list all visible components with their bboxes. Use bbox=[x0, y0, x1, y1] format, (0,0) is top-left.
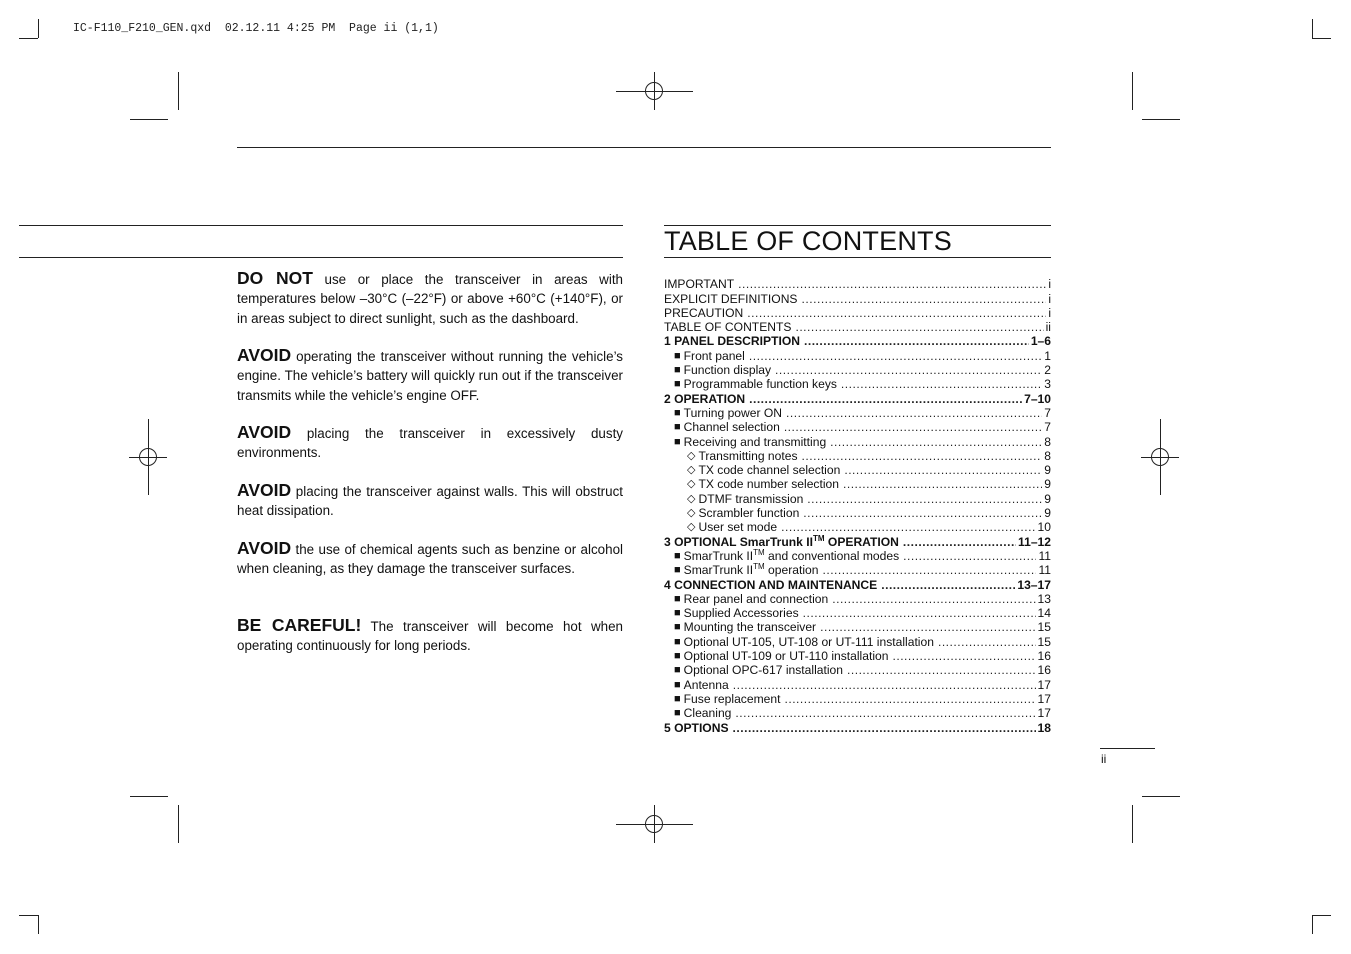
diamond-bullet-icon: ◇ bbox=[687, 464, 696, 477]
toc-leader-dots bbox=[786, 406, 1042, 420]
toc-entry-label-text: PRECAUTION bbox=[664, 305, 744, 320]
toc-entry-page: 17 bbox=[1037, 677, 1051, 692]
toc-leader-dots bbox=[775, 363, 1042, 377]
toc-entry bbox=[664, 577, 1051, 591]
precaution-text: placing the transceiver against walls. This will obstruct heat dissipation. bbox=[237, 484, 623, 519]
precaution-keyword: BE CAREFUL! bbox=[237, 615, 362, 635]
toc-entry-page: 11 bbox=[1038, 548, 1051, 563]
toc-entry-label-text: User set mode bbox=[698, 520, 778, 535]
toc-entry-label-text: 5 OPTIONS bbox=[664, 720, 729, 735]
toc-entry-page: 2 bbox=[1044, 363, 1051, 378]
precaution-keyword: AVOID bbox=[237, 422, 292, 442]
toc-entry-label-text: Optional UT-105, UT-108 or UT-111 installation bbox=[683, 634, 934, 649]
precaution-item bbox=[237, 481, 623, 521]
toc-leader-dots bbox=[804, 334, 1029, 348]
toc-leader-dots bbox=[832, 592, 1035, 606]
precaution-text: use or place the transceiver in areas with temperatures below –30°C (–22°F) or above +60°C (+140°F), or in areas subject to direct sunlight, such as the dashboard. bbox=[237, 272, 623, 326]
toc-leader-dots bbox=[795, 320, 1043, 334]
toc-entry bbox=[664, 620, 1051, 634]
toc-entry-label-text: Function display bbox=[683, 363, 772, 378]
toc-leader-dots bbox=[903, 549, 1036, 563]
toc-entry-label bbox=[684, 435, 827, 449]
toc-leader-dots bbox=[803, 606, 1036, 620]
toc-entry-label-text: Cleaning bbox=[683, 706, 732, 721]
toc-leader-dots bbox=[847, 663, 1036, 677]
toc-entry-label bbox=[684, 592, 829, 606]
toc-entry-page: 7–10 bbox=[1024, 391, 1051, 406]
toc-entry-label bbox=[684, 635, 934, 649]
toc-entry-label bbox=[684, 606, 799, 620]
toc-entry bbox=[664, 506, 1051, 520]
toc-title: TABLE OF CONTENTS bbox=[664, 226, 952, 256]
square-bullet-icon: ■ bbox=[674, 692, 681, 705]
toc-entry-page: 9 bbox=[1044, 491, 1051, 506]
toc-entry-page: 10 bbox=[1037, 520, 1051, 535]
toc-entry-label bbox=[664, 535, 899, 549]
toc-entry-page: 11 bbox=[1038, 563, 1051, 578]
toc-leader-dots bbox=[881, 578, 1015, 592]
precaution-item bbox=[237, 269, 623, 328]
toc-entry-label-text: Channel selection bbox=[683, 420, 780, 435]
toc-entry-page: 16 bbox=[1037, 649, 1051, 664]
toc-entry-label-text: 4 CONNECTION AND MAINTENANCE bbox=[664, 577, 878, 592]
toc-entry-label-text: TABLE OF CONTENTS bbox=[664, 320, 792, 335]
toc-leader-dots bbox=[903, 535, 1016, 549]
toc-entry-label-text: Optional OPC-617 installation bbox=[683, 663, 843, 678]
square-bullet-icon: ■ bbox=[674, 549, 681, 562]
toc-entry-label bbox=[684, 678, 729, 692]
toc-entry-label bbox=[684, 420, 780, 434]
precaution-item bbox=[237, 346, 623, 405]
toc-entry-page: 15 bbox=[1037, 634, 1051, 649]
toc-entry-page: 14 bbox=[1037, 606, 1051, 621]
toc-leader-dots bbox=[843, 477, 1042, 491]
toc-entry-label bbox=[684, 349, 745, 363]
toc-entry-page: 17 bbox=[1037, 706, 1051, 721]
toc-entry-page: 18 bbox=[1037, 720, 1051, 735]
toc-entry bbox=[664, 377, 1051, 391]
toc-entry-page: 7 bbox=[1044, 420, 1051, 435]
square-bullet-icon: ■ bbox=[674, 564, 681, 577]
square-bullet-icon: ■ bbox=[674, 607, 681, 620]
toc-entry-label bbox=[684, 549, 899, 563]
toc-entry-page: 13 bbox=[1037, 591, 1051, 606]
toc-entry-label-text: Mounting the transceiver bbox=[683, 620, 817, 635]
toc-entry-label-text: Antenna bbox=[683, 677, 729, 692]
toc-entry bbox=[664, 491, 1051, 505]
toc-entry-page: 11–12 bbox=[1018, 534, 1051, 549]
toc-entry-page: i bbox=[1048, 305, 1051, 320]
toc-entry bbox=[664, 706, 1051, 720]
toc-leader-dots bbox=[803, 506, 1042, 520]
toc-entry-page: 17 bbox=[1037, 691, 1051, 706]
toc-leader-dots bbox=[820, 620, 1035, 634]
toc-entry-label-text: SmarTrunk II bbox=[683, 548, 754, 563]
toc-entry-label bbox=[698, 463, 840, 477]
toc-entry bbox=[664, 363, 1051, 377]
precaution-item bbox=[237, 616, 623, 656]
toc-leader-dots bbox=[733, 721, 1036, 735]
toc-entry-label bbox=[664, 578, 877, 592]
square-bullet-icon: ■ bbox=[674, 707, 681, 720]
file-slug-line: IC-F110_F210_GEN.qxd 02.12.11 4:25 PM Page ii (1,1) bbox=[73, 22, 439, 35]
toc-entry-page: 7 bbox=[1044, 405, 1051, 420]
toc-entry bbox=[664, 449, 1051, 463]
toc-entry bbox=[664, 334, 1051, 348]
toc-entry-page: 9 bbox=[1044, 477, 1051, 492]
toc-leader-dots bbox=[844, 463, 1042, 477]
square-bullet-icon: ■ bbox=[674, 349, 681, 362]
toc-entry bbox=[664, 277, 1051, 291]
toc-leader-dots bbox=[784, 692, 1035, 706]
toc-leader-dots bbox=[749, 392, 1022, 406]
toc-entry-page: 13–17 bbox=[1017, 577, 1051, 592]
toc-entry-label-text: SmarTrunk II bbox=[683, 563, 754, 578]
toc-entry-label bbox=[698, 520, 777, 534]
toc-entry-label bbox=[664, 334, 800, 348]
precaution-text: operating the transceiver without running the vehicle’s engine. The vehicle’s battery will quickly run out if the transceiver transmits while the vehicle’s engine OFF. bbox=[237, 349, 623, 403]
toc-entry-label-text: Front panel bbox=[683, 348, 745, 363]
toc-entry-page: 9 bbox=[1044, 506, 1051, 521]
toc-entry-label-text: Fuse replacement bbox=[683, 691, 781, 706]
toc-entry-label bbox=[664, 320, 791, 334]
toc-entry-superscript: TM bbox=[753, 562, 765, 572]
precaution-text: the use of chemical agents such as benzine or alcohol when cleaning, as they damage the transceiver surfaces. bbox=[237, 542, 623, 577]
diamond-bullet-icon: ◇ bbox=[687, 449, 696, 462]
toc-entry-label-text: Transmitting notes bbox=[698, 448, 798, 463]
toc-entry-label-text: Scrambler function bbox=[698, 506, 800, 521]
toc-entry-page: ii bbox=[1045, 320, 1051, 335]
toc-leader-dots bbox=[747, 306, 1046, 320]
page-number-rule bbox=[1100, 748, 1155, 749]
toc-entry bbox=[664, 606, 1051, 620]
precaution-item bbox=[237, 539, 623, 579]
toc-entry-label-text: Turning power ON bbox=[683, 405, 783, 420]
square-bullet-icon: ■ bbox=[674, 621, 681, 634]
toc-entry-label bbox=[698, 506, 799, 520]
toc-list bbox=[664, 277, 1051, 735]
toc-leader-dots bbox=[733, 678, 1036, 692]
toc-entry bbox=[664, 649, 1051, 663]
toc-entry bbox=[664, 348, 1051, 362]
toc-entry bbox=[664, 634, 1051, 648]
toc-entry-label-text: 3 OPTIONAL SmarTrunk II bbox=[664, 534, 813, 549]
toc-entry-label bbox=[698, 492, 803, 506]
square-bullet-icon: ■ bbox=[674, 364, 681, 377]
toc-entry-label-text: Supplied Accessories bbox=[683, 606, 799, 621]
toc-entry-page: 16 bbox=[1037, 663, 1051, 678]
toc-leader-dots bbox=[822, 563, 1036, 577]
toc-entry bbox=[664, 692, 1051, 706]
toc-entry bbox=[664, 306, 1051, 320]
square-bullet-icon: ■ bbox=[674, 421, 681, 434]
toc-entry bbox=[664, 592, 1051, 606]
toc-leader-dots bbox=[841, 377, 1042, 391]
toc-entry bbox=[664, 420, 1051, 434]
toc-entry bbox=[664, 406, 1051, 420]
left-section-rule-top bbox=[19, 225, 623, 226]
precaution-keyword: DO NOT bbox=[237, 268, 313, 288]
diamond-bullet-icon: ◇ bbox=[687, 507, 696, 520]
toc-entry bbox=[664, 434, 1051, 448]
diamond-bullet-icon: ◇ bbox=[687, 478, 696, 491]
toc-entry-label bbox=[698, 449, 797, 463]
toc-entry-label-text: Programmable function keys bbox=[683, 377, 837, 392]
toc-entry bbox=[664, 463, 1051, 477]
toc-entry-label bbox=[684, 563, 819, 577]
toc-entry-label bbox=[684, 649, 889, 663]
toc-leader-dots bbox=[807, 492, 1042, 506]
toc-entry-label-text: 1 PANEL DESCRIPTION bbox=[664, 334, 800, 349]
toc-entry-label bbox=[664, 721, 729, 735]
toc-entry-label bbox=[684, 692, 781, 706]
precaution-keyword: AVOID bbox=[237, 480, 292, 500]
toc-entry-page: 3 bbox=[1044, 377, 1051, 392]
toc-entry-label-suffix: OPERATION bbox=[824, 534, 899, 549]
toc-entry-page: 15 bbox=[1037, 620, 1051, 635]
toc-entry-page: 1–6 bbox=[1030, 334, 1051, 349]
toc-entry bbox=[664, 391, 1051, 405]
toc-entry-label-text: Rear panel and connection bbox=[683, 591, 829, 606]
toc-entry-label-text: TX code channel selection bbox=[698, 463, 841, 478]
precaution-keyword: AVOID bbox=[237, 345, 292, 365]
toc-entry bbox=[664, 563, 1051, 577]
diamond-bullet-icon: ◇ bbox=[687, 492, 696, 505]
header-rule bbox=[237, 147, 1051, 148]
toc-leader-dots bbox=[738, 277, 1046, 291]
toc-entry-label-text: Optional UT-109 or UT-110 installation bbox=[683, 649, 889, 664]
toc-entry-label bbox=[664, 292, 798, 306]
precaution-text: placing the transceiver in excessively dusty environments. bbox=[237, 426, 623, 461]
toc-leader-dots bbox=[892, 649, 1035, 663]
square-bullet-icon: ■ bbox=[674, 664, 681, 677]
toc-entry bbox=[664, 549, 1051, 563]
toc-entry-label-text: TX code number selection bbox=[698, 477, 839, 492]
precaution-text: The transceiver will become hot when operating continuously for long periods. bbox=[237, 619, 623, 654]
toc-leader-dots bbox=[938, 635, 1036, 649]
toc-entry-page: 1 bbox=[1044, 348, 1051, 363]
toc-entry-label bbox=[664, 277, 734, 291]
toc-entry-label bbox=[684, 663, 843, 677]
square-bullet-icon: ■ bbox=[674, 678, 681, 691]
square-bullet-icon: ■ bbox=[674, 650, 681, 663]
square-bullet-icon: ■ bbox=[674, 406, 681, 419]
precaution-item bbox=[237, 423, 623, 463]
toc-entry bbox=[664, 477, 1051, 491]
toc-leader-dots bbox=[784, 420, 1042, 434]
toc-entry bbox=[664, 534, 1051, 548]
page-number: ii bbox=[1101, 752, 1107, 766]
square-bullet-icon: ■ bbox=[674, 635, 681, 648]
toc-leader-dots bbox=[781, 520, 1035, 534]
toc-entry bbox=[664, 291, 1051, 305]
toc-leader-dots bbox=[802, 292, 1047, 306]
toc-entry-page: i bbox=[1048, 291, 1051, 306]
toc-entry bbox=[664, 677, 1051, 691]
toc-entry-label-text: DTMF transmission bbox=[698, 491, 804, 506]
toc-leader-dots bbox=[749, 349, 1042, 363]
toc-entry-page: 8 bbox=[1044, 448, 1051, 463]
toc-leader-dots bbox=[802, 449, 1043, 463]
toc-entry-label bbox=[698, 477, 839, 491]
toc-entry bbox=[664, 720, 1051, 734]
toc-entry-label bbox=[684, 363, 771, 377]
square-bullet-icon: ■ bbox=[674, 378, 681, 391]
toc-entry-label-text: Receiving and transmitting bbox=[683, 434, 827, 449]
toc-entry-label-text: 2 OPERATION bbox=[664, 391, 746, 406]
toc-leader-dots bbox=[830, 435, 1042, 449]
precaution-keyword: AVOID bbox=[237, 538, 292, 558]
square-bullet-icon: ■ bbox=[674, 592, 681, 605]
toc-entry-label bbox=[684, 620, 816, 634]
toc-entry-label-suffix: and conventional modes bbox=[764, 548, 900, 563]
toc-entry-label bbox=[684, 706, 732, 720]
toc-entry bbox=[664, 320, 1051, 334]
toc-entry-label-text: IMPORTANT bbox=[664, 277, 735, 292]
toc-entry-page: i bbox=[1048, 277, 1051, 292]
diamond-bullet-icon: ◇ bbox=[687, 521, 696, 534]
toc-entry-superscript: TM bbox=[812, 534, 825, 543]
toc-entry bbox=[664, 663, 1051, 677]
toc-entry-label bbox=[684, 406, 782, 420]
toc-leader-dots bbox=[735, 706, 1035, 720]
toc-entry-label bbox=[664, 306, 743, 320]
toc-entry-page: 8 bbox=[1044, 434, 1051, 449]
toc-entry-label bbox=[684, 377, 837, 391]
toc-entry bbox=[664, 520, 1051, 534]
toc-entry-label-text: EXPLICIT DEFINITIONS bbox=[664, 291, 798, 306]
square-bullet-icon: ■ bbox=[674, 435, 681, 448]
toc-entry-superscript: TM bbox=[753, 548, 765, 557]
left-section-rule-bottom bbox=[19, 257, 623, 258]
toc-entry-label bbox=[664, 392, 745, 406]
toc-entry-page: 9 bbox=[1044, 463, 1051, 478]
toc-entry-label-suffix: operation bbox=[764, 563, 819, 578]
